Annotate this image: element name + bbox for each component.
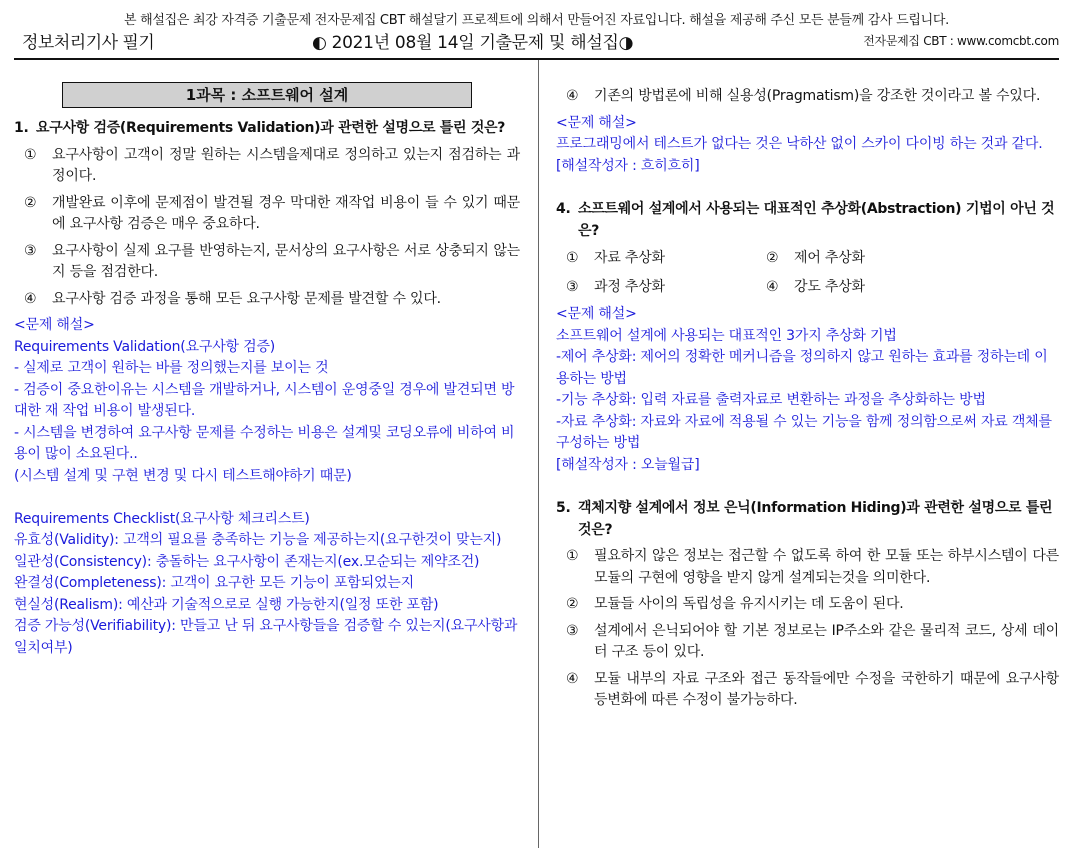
option-text: 요구사항 검증 과정을 통해 모든 요구사항 문제를 발견할 수 있다. (52, 290, 441, 307)
explanation-1 (14, 315, 520, 659)
explanation-line: 프로그래밍에서 테스트가 없다는 것은 낙하산 없이 스카이 다이빙 하는 것과 같다. (556, 136, 1043, 152)
option-3 (566, 621, 1059, 664)
option-4 (566, 669, 1059, 712)
option-text: 기존의 방법론에 비해 실용성(Pragmatism)을 강조한 것이라고 볼 수있다. (594, 88, 1041, 104)
explanation-line: Requirements Validation(요구사항 검증) (14, 338, 276, 355)
question-text: 객체지향 설계에서 정보 은닉(Information Hiding)과 관련한 설명으로 틀린 것은? (578, 500, 1053, 538)
option-mark: ① (566, 250, 579, 266)
question-1 (14, 118, 520, 140)
exam-title: 정보처리기사 필기 (22, 33, 155, 53)
header-rule (14, 58, 1059, 60)
option-mark: ④ (566, 88, 579, 104)
explanation-line: - 검증이 중요한이유는 시스템을 개발하거나, 시스템이 운영중일 경우에 발견되면 방대한 재 작업 비용이 발생된다. (14, 381, 515, 419)
right-column (556, 86, 1059, 717)
option-text: 모듈 내부의 자료 구조와 접근 동작들에만 수정을 국한하기 때문에 요구사항 등변화에 따른 수정이 불가능하다. (594, 670, 1059, 708)
option-text: 제어 추상화 (794, 250, 865, 266)
option-text: 모듈들 사이의 독립성을 유지시키는 데 도움이 된다. (594, 596, 904, 612)
option-2 (566, 594, 1059, 616)
explanation-3 (556, 113, 1059, 178)
explanation-line: 일관성(Consistency): 충돌하는 요구사항이 존재는지(ex.모순되는 제약조건) (14, 553, 480, 570)
option-mark: ② (766, 250, 779, 266)
explanation-line: 현실성(Realism): 예산과 기술적으로로 실행 가능한지(일정 또한 포함) (14, 596, 439, 613)
explanation-line: 검증 가능성(Verifiability): 만들고 난 뒤 요구사항들을 검증할 수 있는지(요구사항과 일치여부) (14, 618, 518, 656)
option-1 (566, 546, 1059, 589)
explanation-line: - 실제로 고객이 원하는 바를 정의했는지를 보이는 것 (14, 360, 329, 376)
explanation-line: 유효성(Validity): 고객의 필요를 충족하는 기능을 제공하는지(요구한것이 맞는지) (14, 532, 502, 548)
site-notice: 본 해설집은 최강 자격증 기출문제 전자문제집 CBT 해설달기 프로젝트에 의해서 만들어진 자료입니다. 해설을 제공해 주신 모든 분들께 감사 드립니다. (124, 13, 949, 28)
page-header (22, 28, 1059, 53)
option-mark: ① (566, 548, 579, 564)
question-number: 1. (14, 120, 29, 136)
option-text: 개발완료 이후에 문제점이 발견될 경우 막대한 재작업 비용이 들 수 있기 때문에 요구사항 검증은 매우 중요하다. (52, 194, 520, 232)
explanation-line: Requirements Checklist(요구사항 체크리스트) (14, 510, 310, 527)
option-mark: ③ (24, 242, 37, 259)
explanation-line: <문제 해설> (556, 306, 637, 322)
explanation-line: [해설작성자 : 오늘월급] (556, 456, 700, 473)
option-mark: ④ (766, 278, 779, 295)
option-2 (24, 193, 520, 236)
option-2 (766, 248, 966, 270)
option-3 (566, 277, 766, 299)
option-mark: ① (24, 146, 37, 163)
explanation-line: <문제 해설> (14, 317, 95, 333)
explanation-line: [해설작성자 : 흐히흐히] (556, 157, 700, 174)
option-4 (766, 277, 966, 299)
explanation-line: (시스템 설계 및 구현 변경 및 다시 테스트해야하기 때문) (14, 467, 352, 484)
option-1 (24, 145, 520, 188)
explanation-line: - 시스템을 변경하여 요구사항 문제를 수정하는 비용은 설계및 코딩오류에 비하여 비용이 많이 소요된다.. (14, 424, 515, 462)
explanation-line: -기능 추상화: 입력 자료를 출력자료로 변환하는 과정을 추상화하는 방법 (556, 392, 986, 408)
site-credit: 전자문제집 CBT : www.comcbt.com (863, 34, 1059, 48)
column-divider (538, 60, 539, 848)
question-text: 소프트웨어 설계에서 사용되는 대표적인 추상화(Abstraction) 기법이 아닌 것은? (578, 201, 1055, 239)
option-mark: ② (566, 596, 579, 612)
option-mark: ④ (24, 290, 37, 307)
explanation-line: <문제 해설> (556, 114, 637, 131)
option-text: 요구사항이 고객이 정말 원하는 시스템을제대로 정의하고 있는지 점검하는 과정이다. (52, 146, 520, 184)
question-4 (556, 199, 1059, 242)
exam-date-title: ◐ 2021년 08월 14일 기출문제 및 해설집◑ (312, 33, 634, 53)
option-mark: ② (24, 194, 37, 211)
option-4 (566, 86, 1059, 108)
options-grid (566, 248, 1059, 298)
option-1 (566, 248, 766, 270)
question-text: 요구사항 검증(Requirements Validation)과 관련한 설명으로 틀린 것은? (36, 120, 506, 136)
option-text: 과정 추상화 (594, 278, 665, 295)
explanation-4 (556, 304, 1059, 476)
option-text: 강도 추상화 (794, 278, 865, 295)
option-4 (24, 289, 520, 311)
option-text: 설계에서 은닉되어야 할 기본 정보로는 IP주소와 같은 물리적 코드, 상세 데이터 구조 등이 있다. (594, 622, 1059, 660)
option-mark: ③ (566, 622, 579, 639)
explanation-line: -제어 추상화: 제어의 정확한 메커니즘을 정의하지 않고 원하는 효과를 정하는데 이용하는 방법 (556, 349, 1048, 387)
option-text: 필요하지 않은 정보는 접근할 수 없도록 하여 한 모듈 또는 하부시스템이 다른 모듈의 구현에 영향을 받지 않게 설계되는것을 의미한다. (594, 548, 1059, 586)
option-mark: ④ (566, 670, 579, 687)
option-text: 요구사항이 실제 요구를 반영하는지, 문서상의 요구사항은 서로 상충되지 않는지 등을 점검한다. (52, 242, 520, 280)
explanation-line: 완결성(Completeness): 고객이 요구한 모든 기능이 포함되었는지 (14, 575, 414, 591)
subject-heading: 1과목 : 소프트웨어 설계 (62, 82, 472, 108)
explanation-line (14, 487, 520, 509)
left-column (14, 78, 520, 659)
option-text: 자료 추상화 (594, 250, 665, 266)
explanation-line: 소프트웨어 설계에 사용되는 대표적인 3가지 추상화 기법 (556, 327, 897, 344)
question-number: 5. (556, 500, 571, 516)
explanation-line: -자료 추상화: 자료와 자료에 적용될 수 있는 기능을 함께 정의함으로써 자료 객체를 구성하는 방법 (556, 413, 1052, 451)
option-mark: ③ (566, 278, 579, 295)
question-number: 4. (556, 201, 571, 217)
option-3 (24, 241, 520, 284)
question-5 (556, 498, 1059, 541)
